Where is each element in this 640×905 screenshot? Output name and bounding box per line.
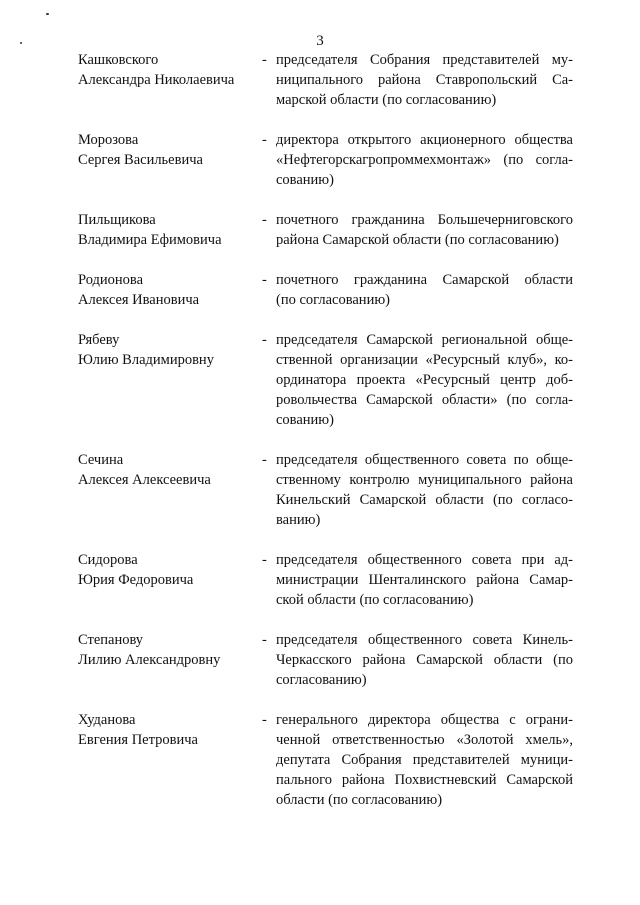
position-line: ственной организации «Ресурсный клуб», ко- [276, 352, 573, 368]
position-line: председателя общественного совета Кинель- [276, 632, 573, 648]
member-position [276, 130, 573, 190]
position-line: генерального директора общества с ограни- [276, 712, 573, 728]
member-name [78, 270, 258, 310]
member-given-names: Евгения Петровича [78, 732, 198, 748]
member-surname: Степанову [78, 632, 144, 648]
member-surname: Кашковского [78, 52, 159, 68]
member-position [276, 450, 573, 530]
dash-separator: - [262, 212, 267, 228]
member-surname: Пильщикова [78, 212, 156, 228]
position-line: ченной ответственностью «Золотой хмель», [276, 732, 573, 748]
position-line: директора открытого акционерного общества [276, 132, 573, 148]
member-position [276, 710, 573, 810]
page-number: 3 [316, 33, 324, 49]
member-given-names: Сергея Васильевича [78, 152, 203, 168]
member-name [78, 450, 258, 490]
position-line: ванию) [276, 512, 321, 528]
member-position [276, 210, 573, 250]
position-line: депутата Собрания представителей муници- [276, 752, 573, 768]
member-position [276, 270, 573, 310]
dash-separator: - [262, 632, 267, 648]
member-given-names: Алексея Алексеевича [78, 472, 211, 488]
position-line: председателя общественного совета при ад- [276, 552, 573, 568]
member-name [78, 630, 258, 670]
member-name [78, 130, 258, 170]
member-given-names: Юлию Владимировну [78, 352, 214, 368]
position-line: Кинельский Самарской области (по согласо- [276, 492, 573, 508]
member-position [276, 630, 573, 690]
position-line: сованию) [276, 172, 334, 188]
scan-speck [46, 13, 49, 15]
position-line: согласованию) [276, 672, 367, 688]
position-line: Черкасского района Самарской области (по [276, 652, 573, 668]
dash-separator: - [262, 332, 267, 348]
member-surname: Сидорова [78, 552, 138, 568]
position-line: пального района Похвистневский Самарской [276, 772, 573, 788]
dash-separator: - [262, 272, 267, 288]
dash-separator: - [262, 712, 267, 728]
position-line: ниципального района Ставропольский Са- [276, 72, 573, 88]
member-given-names: Александра Николаевича [78, 72, 235, 88]
dash-separator: - [262, 52, 267, 68]
member-name [78, 710, 258, 750]
position-line: министрации Шенталинского района Самар- [276, 572, 573, 588]
member-surname: Морозова [78, 132, 139, 148]
position-line: почетного гражданина Большечерниговского [276, 212, 573, 228]
member-given-names: Алексея Ивановича [78, 292, 200, 308]
member-surname: Рябеву [78, 332, 120, 348]
position-line: ственному контролю муниципального района [276, 472, 573, 488]
member-given-names: Лилию Александровну [78, 652, 221, 668]
member-given-names: Владимира Ефимовича [78, 232, 222, 248]
position-line: ординатора проекта «Ресурсный центр доб- [276, 372, 573, 388]
position-line: почетного гражданина Самарской области [276, 272, 573, 288]
position-line: сованию) [276, 412, 334, 428]
member-name [78, 50, 258, 90]
position-line: ской области (по согласованию) [276, 592, 474, 608]
member-name [78, 210, 258, 250]
position-line: председателя Собрания представителей му- [276, 52, 573, 68]
position-line: (по согласованию) [276, 292, 390, 308]
position-line: председателя общественного совета по обще- [276, 452, 573, 468]
member-surname: Сечина [78, 452, 124, 468]
member-name [78, 550, 258, 590]
member-name [78, 330, 258, 370]
dash-separator: - [262, 132, 267, 148]
dash-separator: - [262, 452, 267, 468]
member-given-names: Юрия Федоровича [78, 572, 194, 588]
member-position [276, 50, 573, 110]
position-line: области (по согласованию) [276, 792, 443, 808]
dash-separator: - [262, 552, 267, 568]
member-surname: Родионова [78, 272, 144, 288]
position-line: ровольчества Самарской области» (по согла- [276, 392, 573, 408]
member-position [276, 330, 573, 430]
position-line: председателя Самарской региональной обще- [276, 332, 573, 348]
position-line: «Нефтегорскагропроммехмонтаж» (по согла- [276, 152, 573, 168]
position-line: района Самарской области (по согласованию) [276, 232, 559, 248]
member-position [276, 550, 573, 610]
member-surname: Худанова [78, 712, 136, 728]
position-line: марской области (по согласованию) [276, 92, 497, 108]
